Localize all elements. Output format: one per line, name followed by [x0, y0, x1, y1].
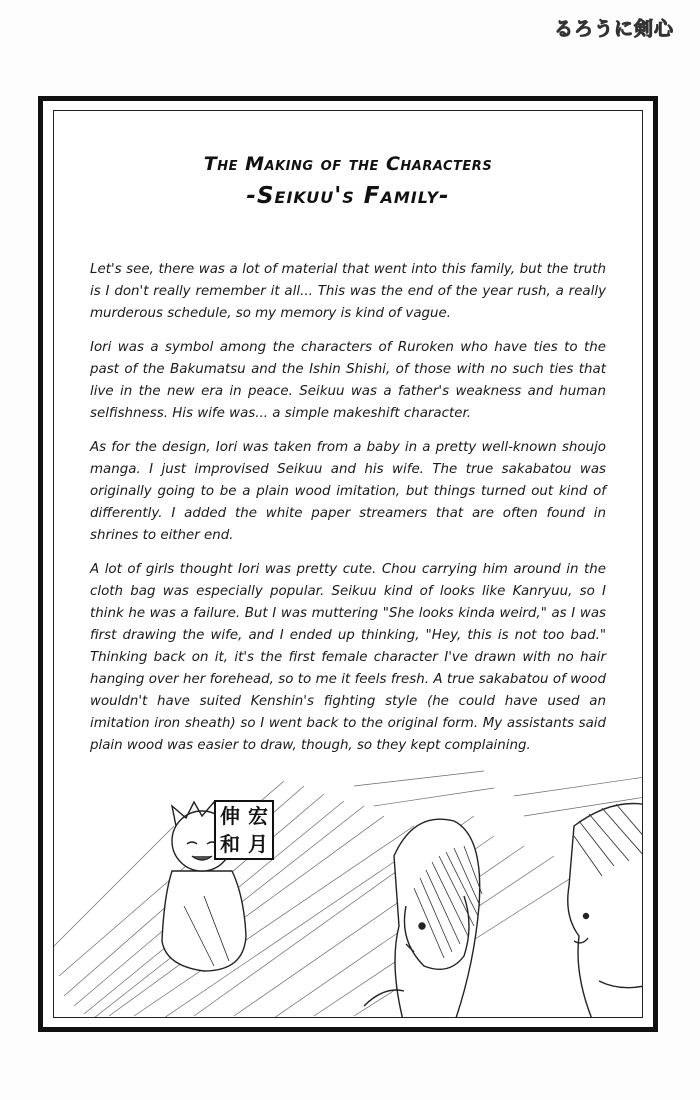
seikuu-figure — [568, 804, 643, 1019]
paragraph: Iori was a symbol among the characters of Ruroken who have ties to the past of the Bakumatsu and the Ishin Shishi, of those with no such ties that live in the new era in peace. Seikuu was a father's weakness and human selfishness. His wife was... a simple makeshift character. — [90, 340, 606, 421]
wife-figure — [364, 819, 482, 1018]
article-body — [90, 259, 606, 769]
paragraph: As for the design, Iori was taken from a baby in a pretty well-known shoujo manga. I just improvised Seikuu and his wife. The true sakabatou was originally going to be a plain wood imitation, but things turned out kind of differently. I added the white paper streamers that are often found in shrines to either end. — [90, 440, 606, 543]
content-panel — [53, 110, 643, 1018]
character-illustration — [54, 766, 643, 1018]
author-seal — [214, 800, 274, 860]
seal-char: 和 — [220, 832, 240, 856]
paragraph: A lot of girls thought Iori was pretty cute. Chou carrying him around in the cloth bag was especially popular. Seikuu kind of looks like Kanryuu, so I think he was a failure. But I was muttering "She looks kinda weird," as I was first drawing the wife, and I ended up thinking, "Hey, this is not too bad." Thinking back on it, it's the first female character I've drawn with no hair hanging over her forehead, so to me it feels fresh. A true sakabatou of wood wouldn't have suited Kenshin's fighting style (he could have used an imitation iron sheath) so I went back to the original form. My assistants said plain wood was easier to draw, though, so they kept complaining. — [90, 562, 606, 753]
page-frame — [38, 96, 658, 1032]
page-title: The Making of the Characters — [203, 153, 493, 175]
seal-char: 月 — [248, 832, 268, 856]
paragraph: Let's see, there was a lot of material that went into this family, but the truth is I don't really remember it all... This was the end of the year rush, a really murderous schedule, so my memory is kind of vague. — [90, 262, 606, 321]
page-subtitle: -Seikuu's Family- — [246, 183, 450, 209]
seal-char: 宏 — [248, 804, 268, 828]
series-logo: るろうに剣心 — [553, 18, 674, 40]
seal-char: 伸 — [220, 804, 240, 828]
